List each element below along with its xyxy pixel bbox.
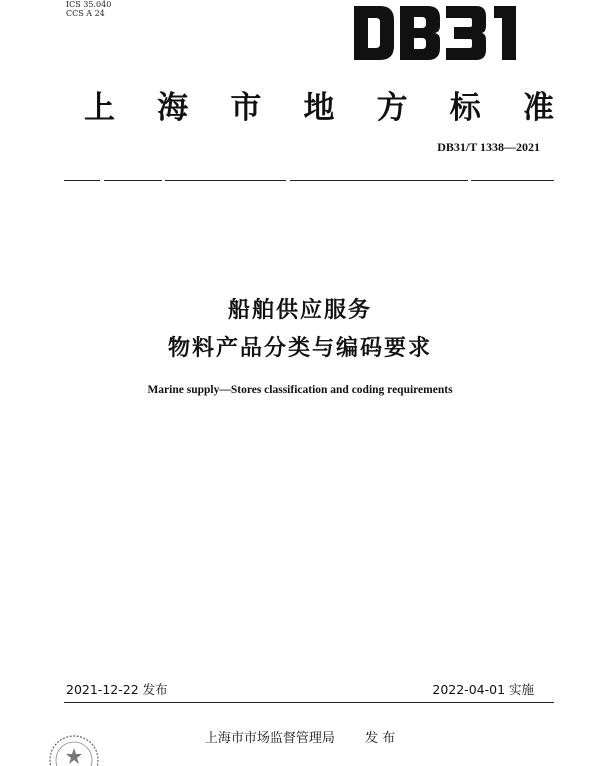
- heading-char: 市: [230, 90, 262, 126]
- publish-label: 发 布: [364, 731, 396, 746]
- standard-number: DB31/T 1338—2021: [437, 140, 540, 154]
- title-en: Marine supply—Stores classification and coding requirements: [147, 384, 453, 396]
- logo-letter-b: [400, 6, 440, 60]
- classification-codes: [66, 0, 111, 18]
- header-divider: [64, 180, 554, 181]
- heading-char: 上: [84, 90, 115, 126]
- issue-date: 2021-12-22 发布: [66, 682, 168, 697]
- heading-char: 方: [376, 90, 408, 126]
- ccs-code: CCS A 24: [66, 9, 105, 18]
- title-cn-line1: 船舶供应服务: [227, 298, 372, 323]
- heading-char: 海: [157, 90, 189, 126]
- logo-digit-1: [494, 6, 516, 60]
- publisher-line: [0, 727, 600, 746]
- db31-logo: [352, 0, 522, 62]
- title-cn-line2: 物料产品分类与编码要求: [167, 336, 432, 361]
- heading-char: 地: [303, 90, 335, 126]
- standard-type-heading: [84, 82, 554, 127]
- implementation-date: 2022-04-01 实施: [432, 682, 534, 697]
- logo-letter-d: [354, 6, 394, 60]
- ics-code: ICS 35.040: [66, 0, 112, 9]
- heading-char: 标: [449, 90, 481, 126]
- logo-digit-3: [446, 6, 486, 60]
- footer-divider: [64, 702, 554, 703]
- heading-char: 准: [522, 90, 554, 126]
- publisher-name: 上海市市场监督管理局: [204, 731, 335, 746]
